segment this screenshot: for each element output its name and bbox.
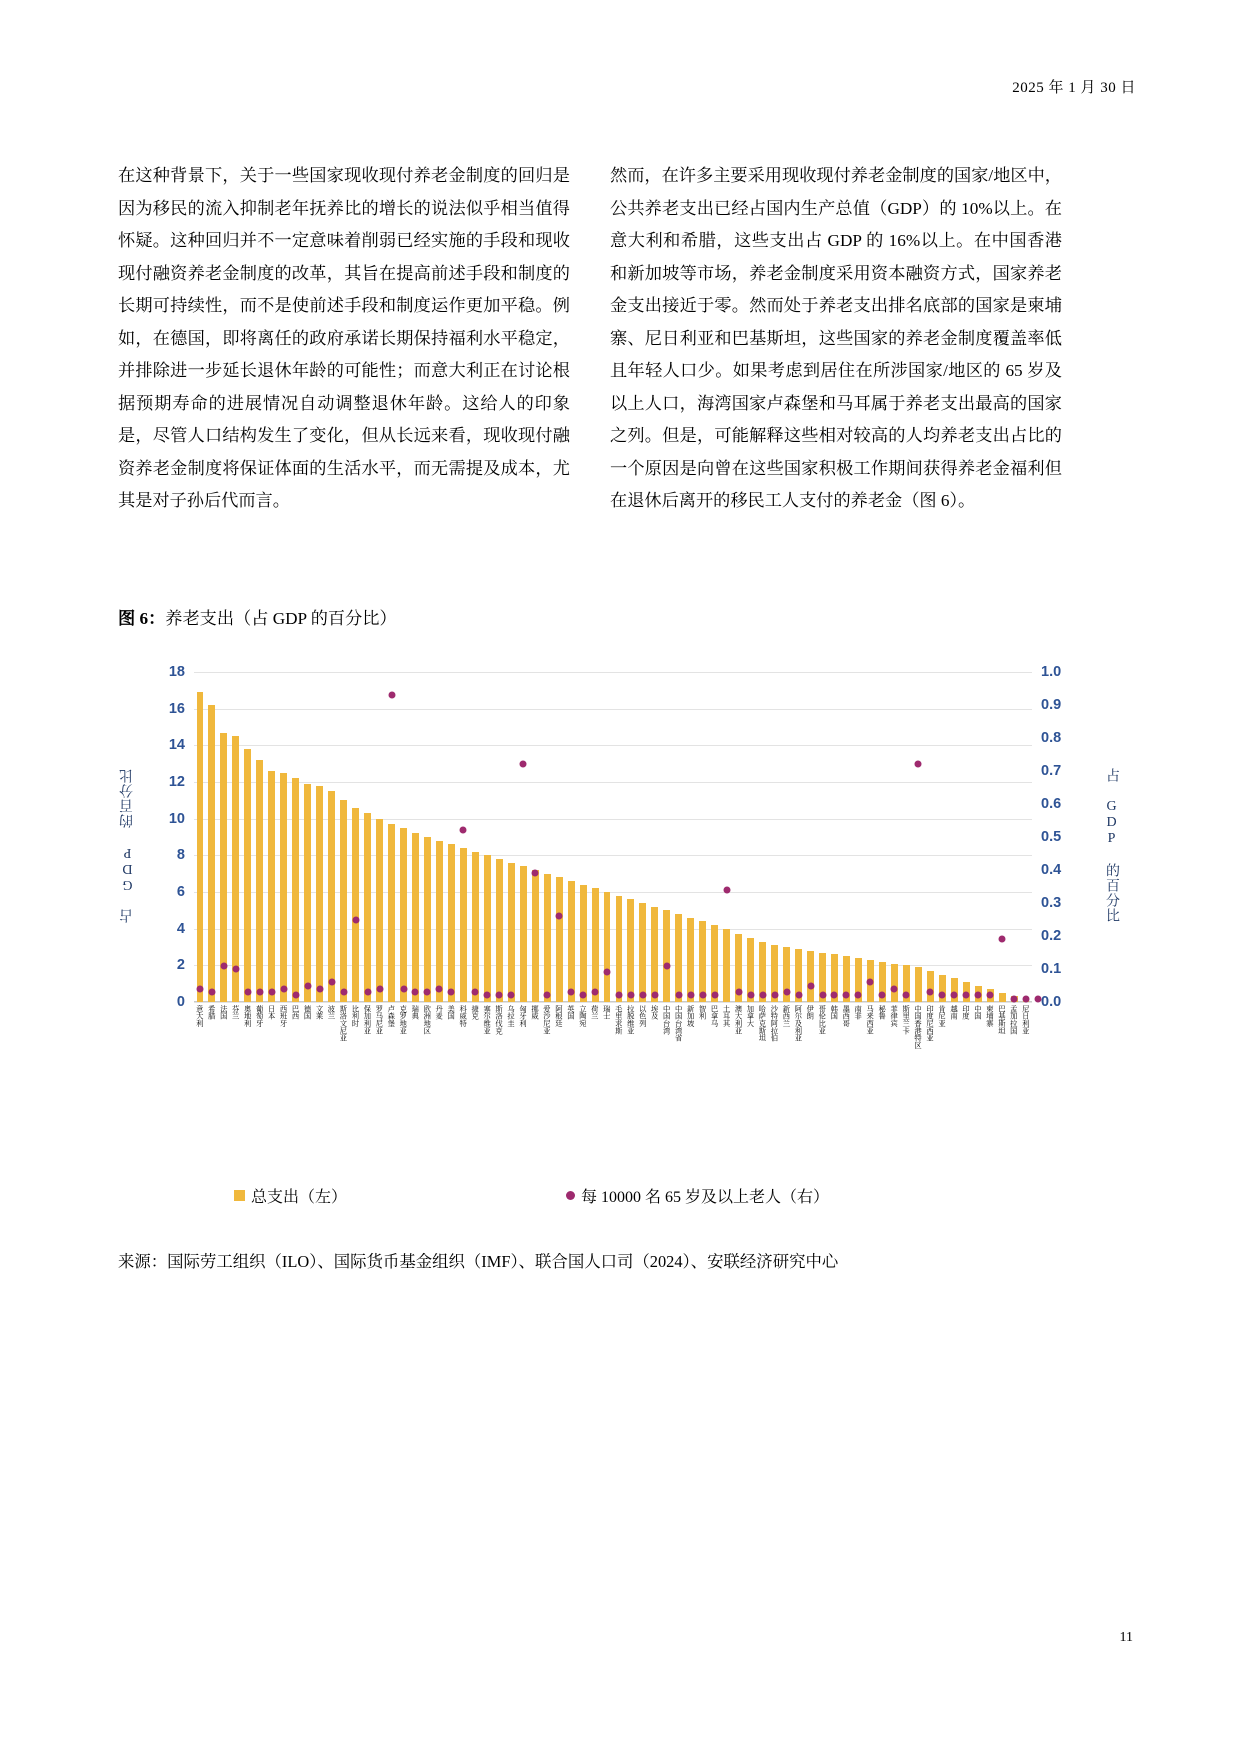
data-point [867,979,874,986]
y-tick-right: 0.0 [1041,994,1062,1010]
data-point [939,992,946,999]
y-axis-right-title: 占 GDP 的百分比 [1104,768,1119,923]
x-tick-label: 柬埔寨 [985,1005,995,1027]
x-tick-label: 墨西哥 [842,1005,852,1027]
data-point [592,989,599,996]
x-tick-label: 印度尼西亚 [926,1005,936,1042]
data-point [544,992,551,999]
x-tick-label: 越南 [949,1005,959,1020]
x-tick-label: 美国 [447,1005,457,1020]
y-tick-right: 0.7 [1041,763,1062,779]
y-tick-right: 0.6 [1041,796,1062,812]
data-point [747,992,754,999]
data-point [735,989,742,996]
y-tick-right: 0.4 [1041,862,1062,878]
x-tick-label: 卢森堡 [387,1005,397,1027]
data-point [651,992,658,999]
x-tick-label: 加拿大 [746,1005,756,1027]
data-point [879,992,886,999]
data-point [975,992,982,999]
x-tick-label: 中国台湾省 [674,1005,684,1042]
legend-circle-icon [566,1191,575,1200]
data-point [903,992,910,999]
legend-square-icon [234,1190,245,1201]
x-tick-label: 科威特 [459,1005,469,1027]
data-point [1023,995,1030,1002]
data-point [580,992,587,999]
plot-area [168,664,1062,1010]
x-tick-label: 匈牙利 [519,1005,528,1027]
x-tick-label: 马来西亚 [866,1005,876,1035]
x-tick-label: 澳大利亚 [734,1005,744,1035]
data-point [711,992,718,999]
data-point [1034,995,1041,1002]
data-point [807,982,814,989]
x-tick-label: 巴基斯坦 [997,1005,1007,1035]
x-tick-label: 阿尔及利亚 [794,1005,804,1042]
x-tick-label: 印度 [961,1005,971,1020]
data-point [460,827,467,834]
data-point [292,992,299,999]
data-point [604,969,611,976]
y-tick-left: 2 [176,957,185,974]
x-tick-label: 埃及 [650,1005,660,1020]
x-tick-label: 智利 [698,1005,708,1020]
y-tick-right: 0.8 [1041,730,1062,746]
x-tick-label: 哈萨克斯坦 [758,1005,768,1042]
x-tick-label: 荷兰 [590,1005,600,1020]
x-tick-label: 南非 [854,1005,864,1020]
x-tick-label: 伊朗 [806,1005,816,1020]
x-tick-label: 沙特阿拉伯 [770,1005,780,1042]
x-tick-label: 新西兰 [782,1005,792,1027]
data-point [1011,995,1018,1002]
data-point [987,992,994,999]
x-tick-label: 葡萄牙 [255,1005,265,1027]
x-tick-label: 日本 [267,1005,277,1020]
y-tick-right: 0.2 [1041,928,1062,944]
right-text-column: 然而，在许多主要采用现收现付养老金制度的国家/地区中，公共养老支出已经占国内生产总值（GDP）的 10%以上。在意大利和希腊，这些支出占 GDP 的 16%以上。在中国香港和新加坡等市场，养老金制度采用资本融资方式，国家养老金支出接近于零。然而处于养老支出排名底部的国家是柬埔寨、尼日利亚和巴基斯坦，这些国家的养老金制度覆盖率低且年轻人口少。如果考虑到居住在所涉国家/地区的 65 岁及以上人口，海湾国家卢森堡和马耳属于养老支出最高的国家之列。但是，可能解释这些相对较高的人均养老支出占比的一个原因是向曾在这些国家积极工作期间获得养老金福利但在退休后离开的移民工人支付的养老金（图 6）。 [610,166,1062,510]
data-point [232,966,239,973]
x-tick-label: 中国 [973,1005,983,1020]
x-tick-label: 乌拉圭 [507,1005,517,1027]
data-point [220,962,227,969]
x-tick-label: 韩国 [830,1005,840,1020]
data-point [496,992,503,999]
data-point [675,992,682,999]
x-tick-label: 肯尼亚 [938,1005,947,1027]
figure-caption [118,604,397,629]
data-point [280,985,287,992]
x-tick-label: 阿根廷 [554,1005,564,1027]
y-tick-left: 0 [176,994,185,1010]
page-number: 11 [1119,1630,1133,1645]
x-tick-label: 拉脱维亚 [626,1005,636,1035]
x-tick-label: 西班牙 [279,1005,289,1027]
data-point [831,992,838,999]
y-tick-left: 18 [168,664,185,680]
data-point [855,992,862,999]
x-tick-label: 新加坡 [686,1005,696,1027]
data-point [819,992,826,999]
data-point [568,989,575,996]
data-point [304,982,311,989]
y-tick-left: 10 [168,810,185,827]
data-point [436,985,443,992]
left-text-column: 在这种背景下，关于一些国家现收现付养老金制度的回归是因为移民的流入抑制老年抚养比的增长的说法似乎相当值得怀疑。这种回归并不一定意味着削弱已经实施的手段和现收现付融资养老金制度的改革，其旨在提高前述手段和制度的长期可持续性，而不是使前述手段和制度运作更加平稳。例如，在德国，即将离任的政府承诺长期保持福利水平稳定，并排除进一步延长退休年龄的可能性；而意大利正在讨论根据预期寿命的进展情况自动调整退休年龄。这给人的印象是，尽管人口结构发生了变化，但从长远来看，现收现付融资养老金制度将保证体面的生活水平，而无需提及成本，尤其是对子孙后代而言。 [118,166,570,510]
data-point [424,989,431,996]
y-tick-right: 0.9 [1041,697,1062,713]
data-point [256,989,263,996]
x-axis-labels [194,1005,1032,1110]
x-tick-label: 土耳其 [722,1005,732,1027]
y-tick-right: 1.0 [1041,664,1062,680]
x-tick-label: 巴拿马 [710,1005,720,1027]
y-tick-right: 0.1 [1041,961,1062,977]
x-tick-label: 希腊 [207,1005,217,1020]
x-tick-label: 意大利 [195,1005,205,1027]
data-point [951,992,958,999]
x-tick-label: 丹麦 [435,1005,445,1020]
y-tick-left: 8 [176,847,185,864]
x-tick-label: 中国台湾 [662,1005,672,1035]
x-tick-label: 立陶宛 [578,1005,588,1027]
x-tick-label: 菲律宾 [890,1005,900,1027]
figure-title: 养老支出（占 GDP 的百分比） [165,609,397,628]
body-columns [118,160,1123,518]
data-point [915,761,922,768]
dot-series [194,672,1032,1002]
data-point [699,992,706,999]
y-axis-left-title: 占 GDP 的百分比 [120,768,135,923]
x-tick-label: 爱沙尼亚 [542,1005,552,1035]
data-point [376,985,383,992]
y-tick-left: 4 [176,920,185,937]
data-point [615,992,622,999]
x-tick-label: 巴西 [291,1005,301,1020]
data-point [687,992,694,999]
x-tick-label: 克罗地亚 [399,1005,409,1035]
x-tick-label: 波兰 [327,1005,337,1020]
legend-label-total-expenditure: 总支出（左） [251,1189,348,1206]
x-tick-label: 毛里求斯 [614,1005,624,1035]
x-tick-label: 奥地利 [243,1005,253,1027]
x-tick-label: 比利时 [351,1005,361,1027]
data-point [520,761,527,768]
data-point [412,989,419,996]
x-tick-label: 以色列 [638,1005,648,1027]
x-tick-label: 挪威 [530,1005,540,1020]
figure-label: 图 6： [118,609,166,628]
data-point [328,979,335,986]
y-tick-left: 16 [168,700,185,717]
x-tick-label: 秘鲁 [878,1005,888,1020]
data-point [843,992,850,999]
data-point [340,989,347,996]
x-tick-label: 保加利亚 [363,1005,373,1035]
legend-item-per-10000-elderly [566,1184,829,1207]
data-point [532,870,539,877]
data-point [388,692,395,699]
x-tick-label: 哥伦比亚 [818,1005,828,1035]
data-point [448,989,455,996]
data-point [364,989,371,996]
pension-expenditure-chart [118,660,1123,1085]
data-point [627,992,634,999]
x-tick-label: 瑞典 [411,1005,421,1020]
y-tick-right: 0.5 [1041,829,1062,845]
x-tick-label: 文莱 [315,1005,325,1020]
x-tick-label: 芬兰 [231,1005,241,1020]
x-tick-label: 罗马尼亚 [375,1005,385,1035]
data-point [208,989,215,996]
data-point [663,962,670,969]
data-point [963,992,970,999]
x-tick-label: 斯洛文尼亚 [339,1005,349,1042]
data-point [508,992,515,999]
x-tick-label: 塞尔维亚 [483,1005,493,1035]
data-point [927,989,934,996]
y-tick-left: 12 [168,774,185,790]
data-point [759,992,766,999]
data-point [999,936,1006,943]
x-tick-label: 孟加拉国 [1009,1005,1019,1035]
data-point [472,989,479,996]
page-header-date: 2025 年 1 月 30 日 [1012,80,1136,96]
data-point [783,989,790,996]
data-point [891,985,898,992]
y-tick-right: 0.3 [1041,895,1062,911]
data-point [795,992,802,999]
data-point [196,985,203,992]
data-point [771,992,778,999]
data-point [556,913,563,920]
data-point [484,992,491,999]
x-tick-label: 法国 [219,1005,229,1020]
x-tick-label: 尼日利亚 [1021,1005,1031,1035]
x-tick-label: 捷克 [471,1005,481,1020]
figure-source: 来源：国际劳工组织（ILO）、国际货币基金组织（IMF）、联合国人口司（2024）、安联经济研究中心 [118,1252,839,1271]
data-point [639,992,646,999]
data-point [352,916,359,923]
x-tick-label: 欧洲地区 [423,1005,433,1035]
x-tick-label: 斯里兰卡 [902,1005,912,1035]
data-point [723,886,730,893]
data-point [244,989,251,996]
x-tick-label: 斯洛伐克 [495,1005,505,1035]
gridline [194,1002,1032,1003]
data-point [400,985,407,992]
data-point [316,985,323,992]
x-tick-label: 德国 [303,1005,313,1020]
legend-label-per-10000-elderly: 每 10000 名 65 岁及以上老人（右） [581,1189,830,1206]
x-tick-label: 瑞士 [602,1005,612,1020]
legend-item-total-expenditure [234,1184,347,1207]
y-tick-left: 14 [168,737,185,754]
x-tick-label: 英国 [566,1005,576,1020]
x-tick-label: 中国香港特区 [914,1005,924,1049]
data-point [268,989,275,996]
y-tick-left: 6 [176,884,185,900]
